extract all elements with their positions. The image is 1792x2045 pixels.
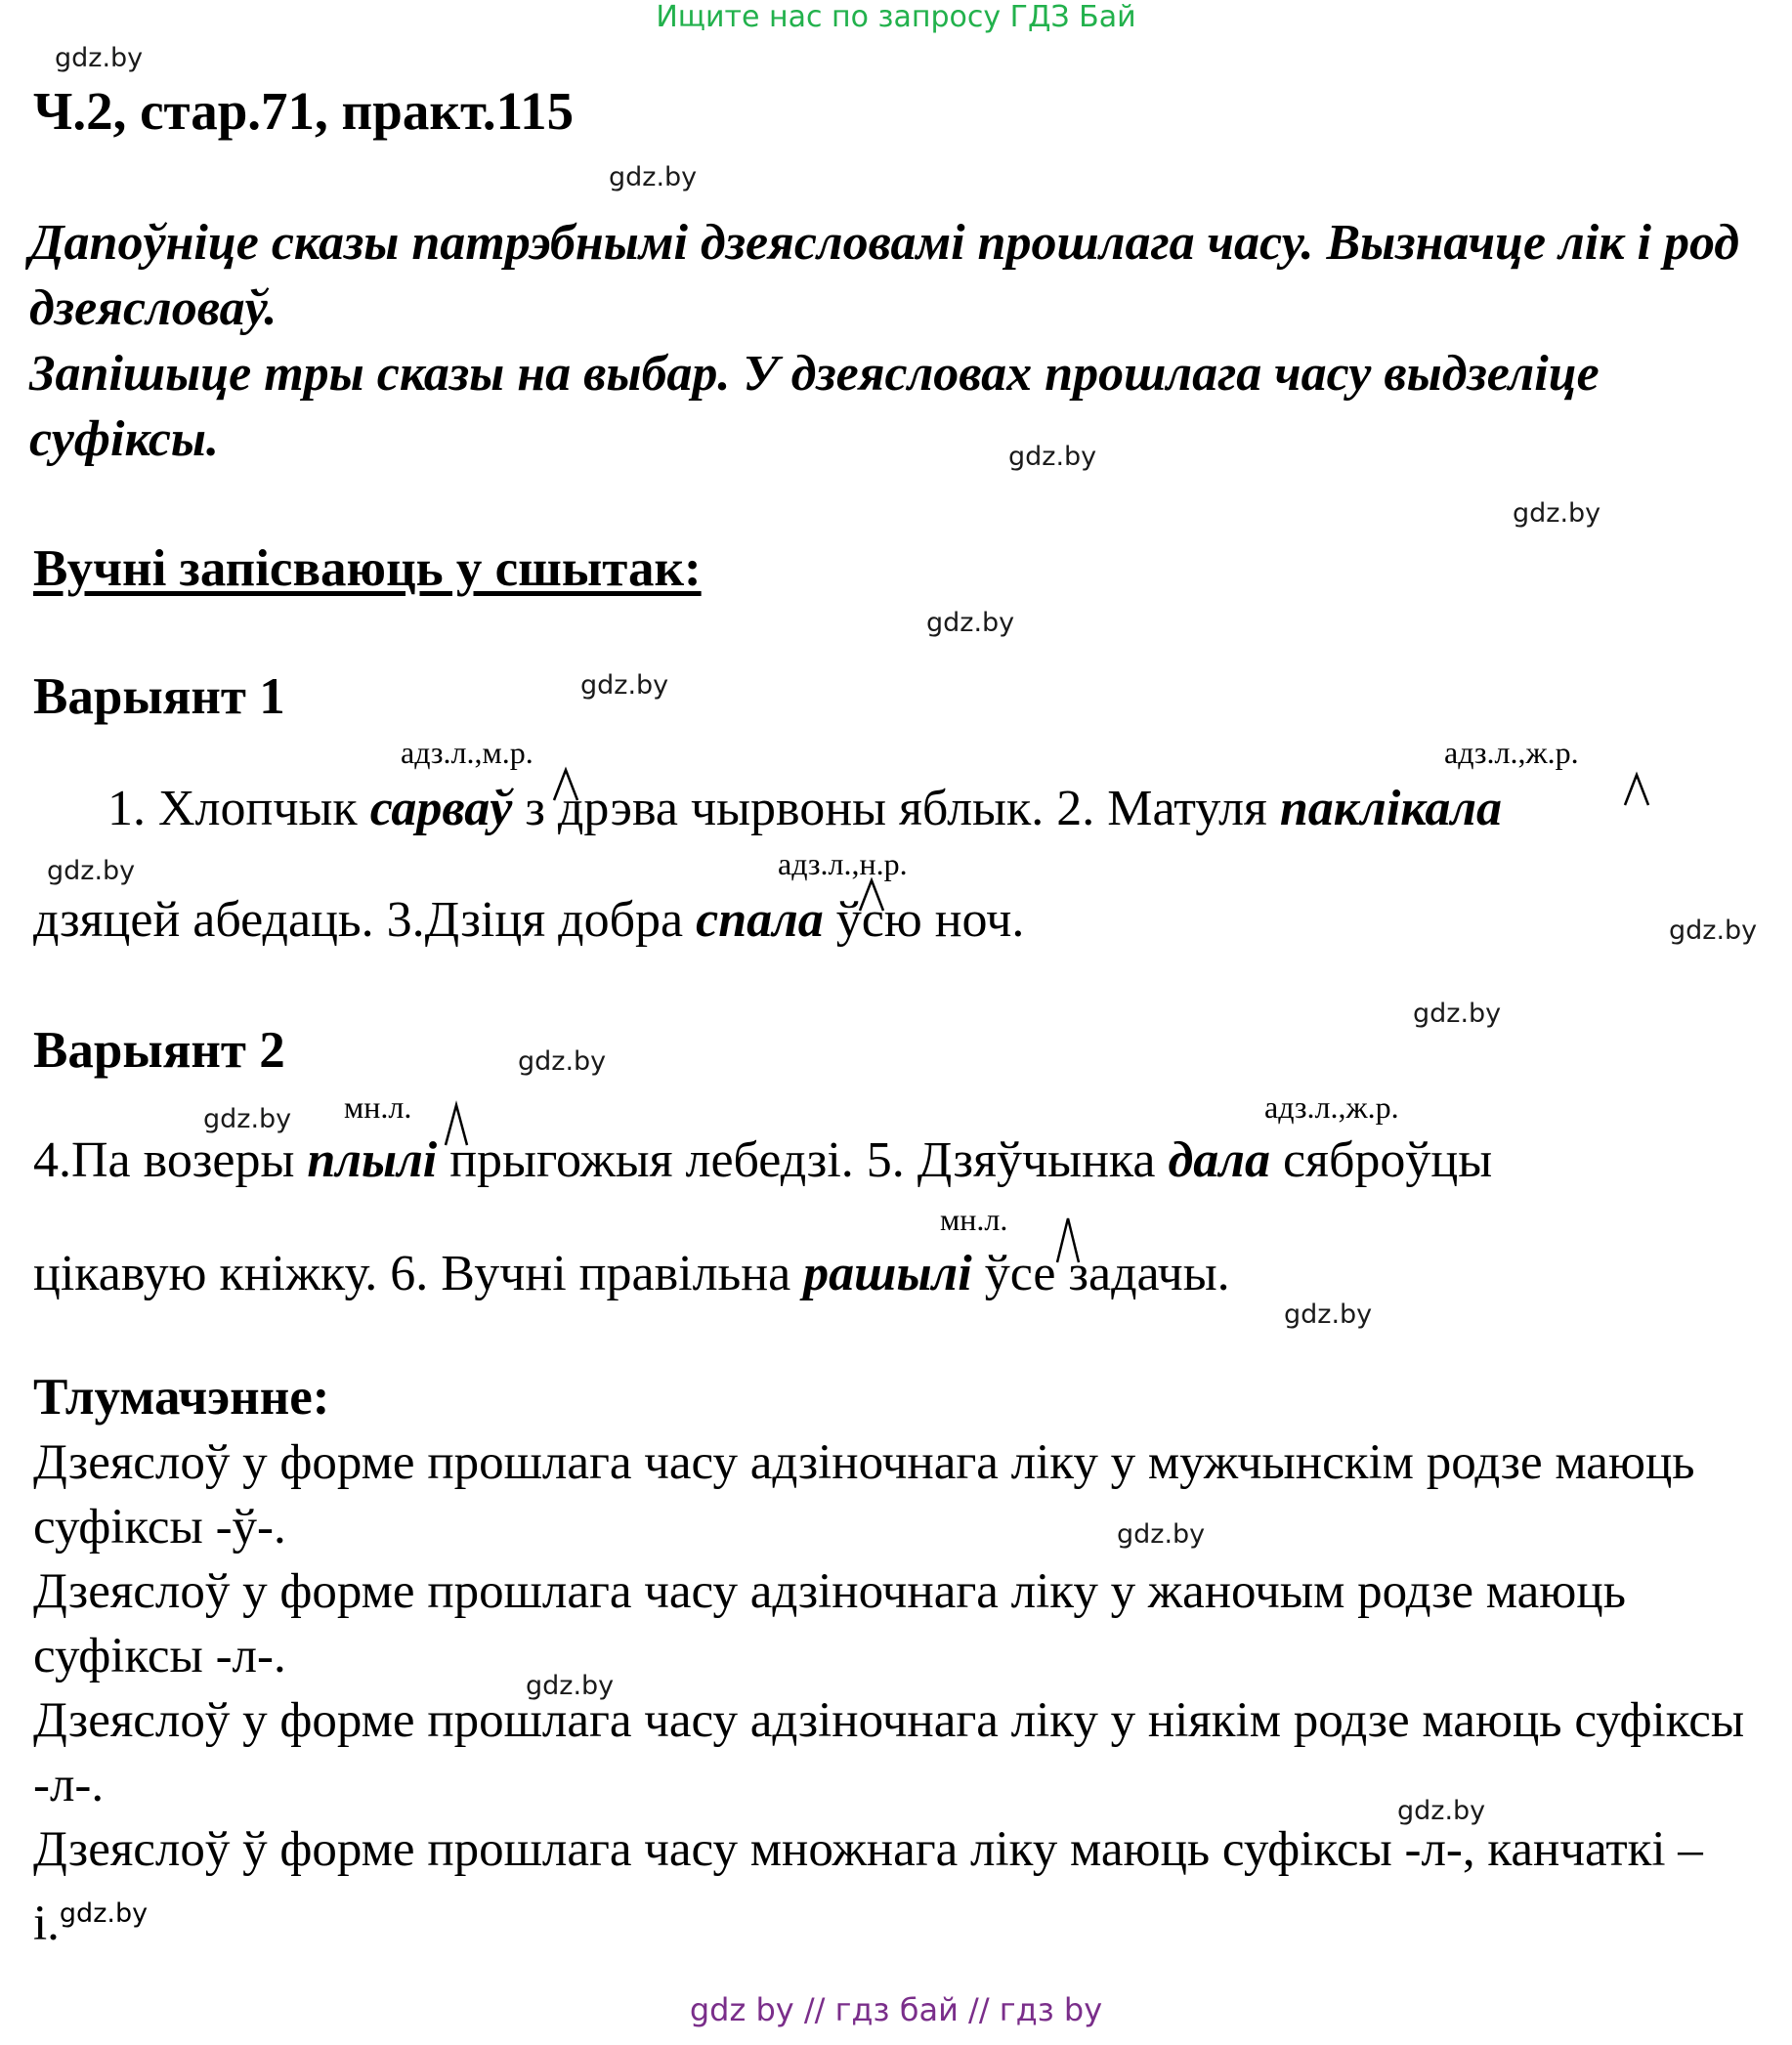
grammar-label: адз.л.,м.р.: [401, 735, 533, 770]
variant-1-line-1: [107, 780, 1502, 837]
text: цікавую кніжку. 6. Вучні правільна: [33, 1246, 804, 1301]
watermark: gdz.by: [1008, 442, 1097, 472]
watermark: gdz.by: [203, 1104, 292, 1134]
watermark: gdz.by: [526, 1671, 615, 1701]
watermark: gdz.by: [1117, 1519, 1206, 1550]
variant-1-title: Варыянт 1: [33, 668, 285, 725]
verb: плылі: [307, 1132, 438, 1188]
verb: спала: [696, 892, 824, 948]
grammar-label: адз.л.,ж.р.: [1444, 735, 1579, 770]
text: з дрэва чырвоны яблык. 2. Матуля: [512, 781, 1280, 836]
watermark: gdz.by: [518, 1046, 607, 1077]
task-line-1: Дапоўніце сказы патрэбнымі дзеясловамі прошлага часу. Вызначце лік і род дзеясловаў.: [29, 215, 1740, 336]
variant-2-line-1: [33, 1131, 1492, 1189]
verb: дала: [1168, 1132, 1270, 1188]
variant-1-line-2: [33, 891, 1024, 949]
page-title: Ч.2, стар.71, практ.115: [33, 81, 575, 141]
watermark: gdz.by: [1669, 916, 1758, 946]
text: 1. Хлопчык: [107, 781, 370, 836]
grammar-label: адз.л.,н.р.: [778, 846, 908, 881]
task-line-2: Запішыце тры сказы на выбар. У дзеясловах прошлага часу выдзеліце суфіксы.: [29, 346, 1600, 467]
verb: сарваў: [369, 781, 513, 836]
notebook-heading: Вучні запісваюць у сшытак:: [33, 540, 702, 597]
text: прыгожыя лебедзі. 5. Дзяўчынка: [437, 1132, 1169, 1188]
watermark: gdz.by: [1413, 999, 1502, 1029]
variant-2-line-2: [33, 1245, 1230, 1302]
explanation-paragraph: Дзеяслоў у форме прошлага часу адзіночнага ліку у ніякім родзе маюць суфіксы -л-.: [33, 1693, 1745, 1812]
text: сяброўцы: [1269, 1132, 1493, 1188]
verb: паклікала: [1279, 781, 1503, 836]
watermark: gdz.by: [1284, 1299, 1373, 1330]
watermark: gdz.by: [1513, 498, 1601, 529]
watermark: gdz.by: [580, 670, 669, 701]
watermark: gdz.by: [1397, 1796, 1486, 1826]
caret-mark: [1622, 772, 1651, 807]
explanation-paragraph: Дзеяслоў у форме прошлага часу адзіночнага ліку у жаночым родзе маюць суфіксы -л-.: [33, 1564, 1626, 1683]
task-text: [29, 210, 1778, 472]
verb: рашылі: [803, 1246, 972, 1301]
grammar-label: мн.л.: [940, 1202, 1008, 1237]
watermark: gdz.by: [926, 608, 1015, 638]
text: ўсе задачы.: [971, 1246, 1230, 1301]
explanation-paragraph: [33, 1817, 1782, 1956]
watermark: gdz.by: [55, 43, 144, 73]
text: дзяцей абедаць. 3.Дзіця добра: [33, 892, 697, 948]
text: Дзеяслоў ў форме прошлага часу множнага ліку маюць суфіксы -л-, канчаткі – і.: [33, 1822, 1703, 1951]
text: 4.Па возеры: [33, 1132, 308, 1188]
grammar-label: адз.л.,ж.р.: [1264, 1089, 1399, 1125]
explanation-title: Тлумачэнне:: [33, 1369, 330, 1426]
text: ўсю ноч.: [823, 892, 1025, 948]
explanation: [33, 1368, 1782, 1956]
top-banner: Ищите нас по запросу ГДЗ Бай: [656, 0, 1136, 34]
variant-2-title: Варыянт 2: [33, 1022, 285, 1079]
grammar-label: мн.л.: [344, 1089, 412, 1125]
watermark: gdz.by: [59, 1898, 149, 1929]
watermark: gdz.by: [609, 162, 698, 192]
watermark: gdz.by: [47, 856, 136, 886]
footer-links: gdz by // гдз бай // гдз by: [689, 1991, 1103, 2028]
explanation-paragraph: Дзеяслоў у форме прошлага часу адзіночнага ліку у мужчынскім родзе маюць суфіксы -ў-.: [33, 1435, 1695, 1555]
